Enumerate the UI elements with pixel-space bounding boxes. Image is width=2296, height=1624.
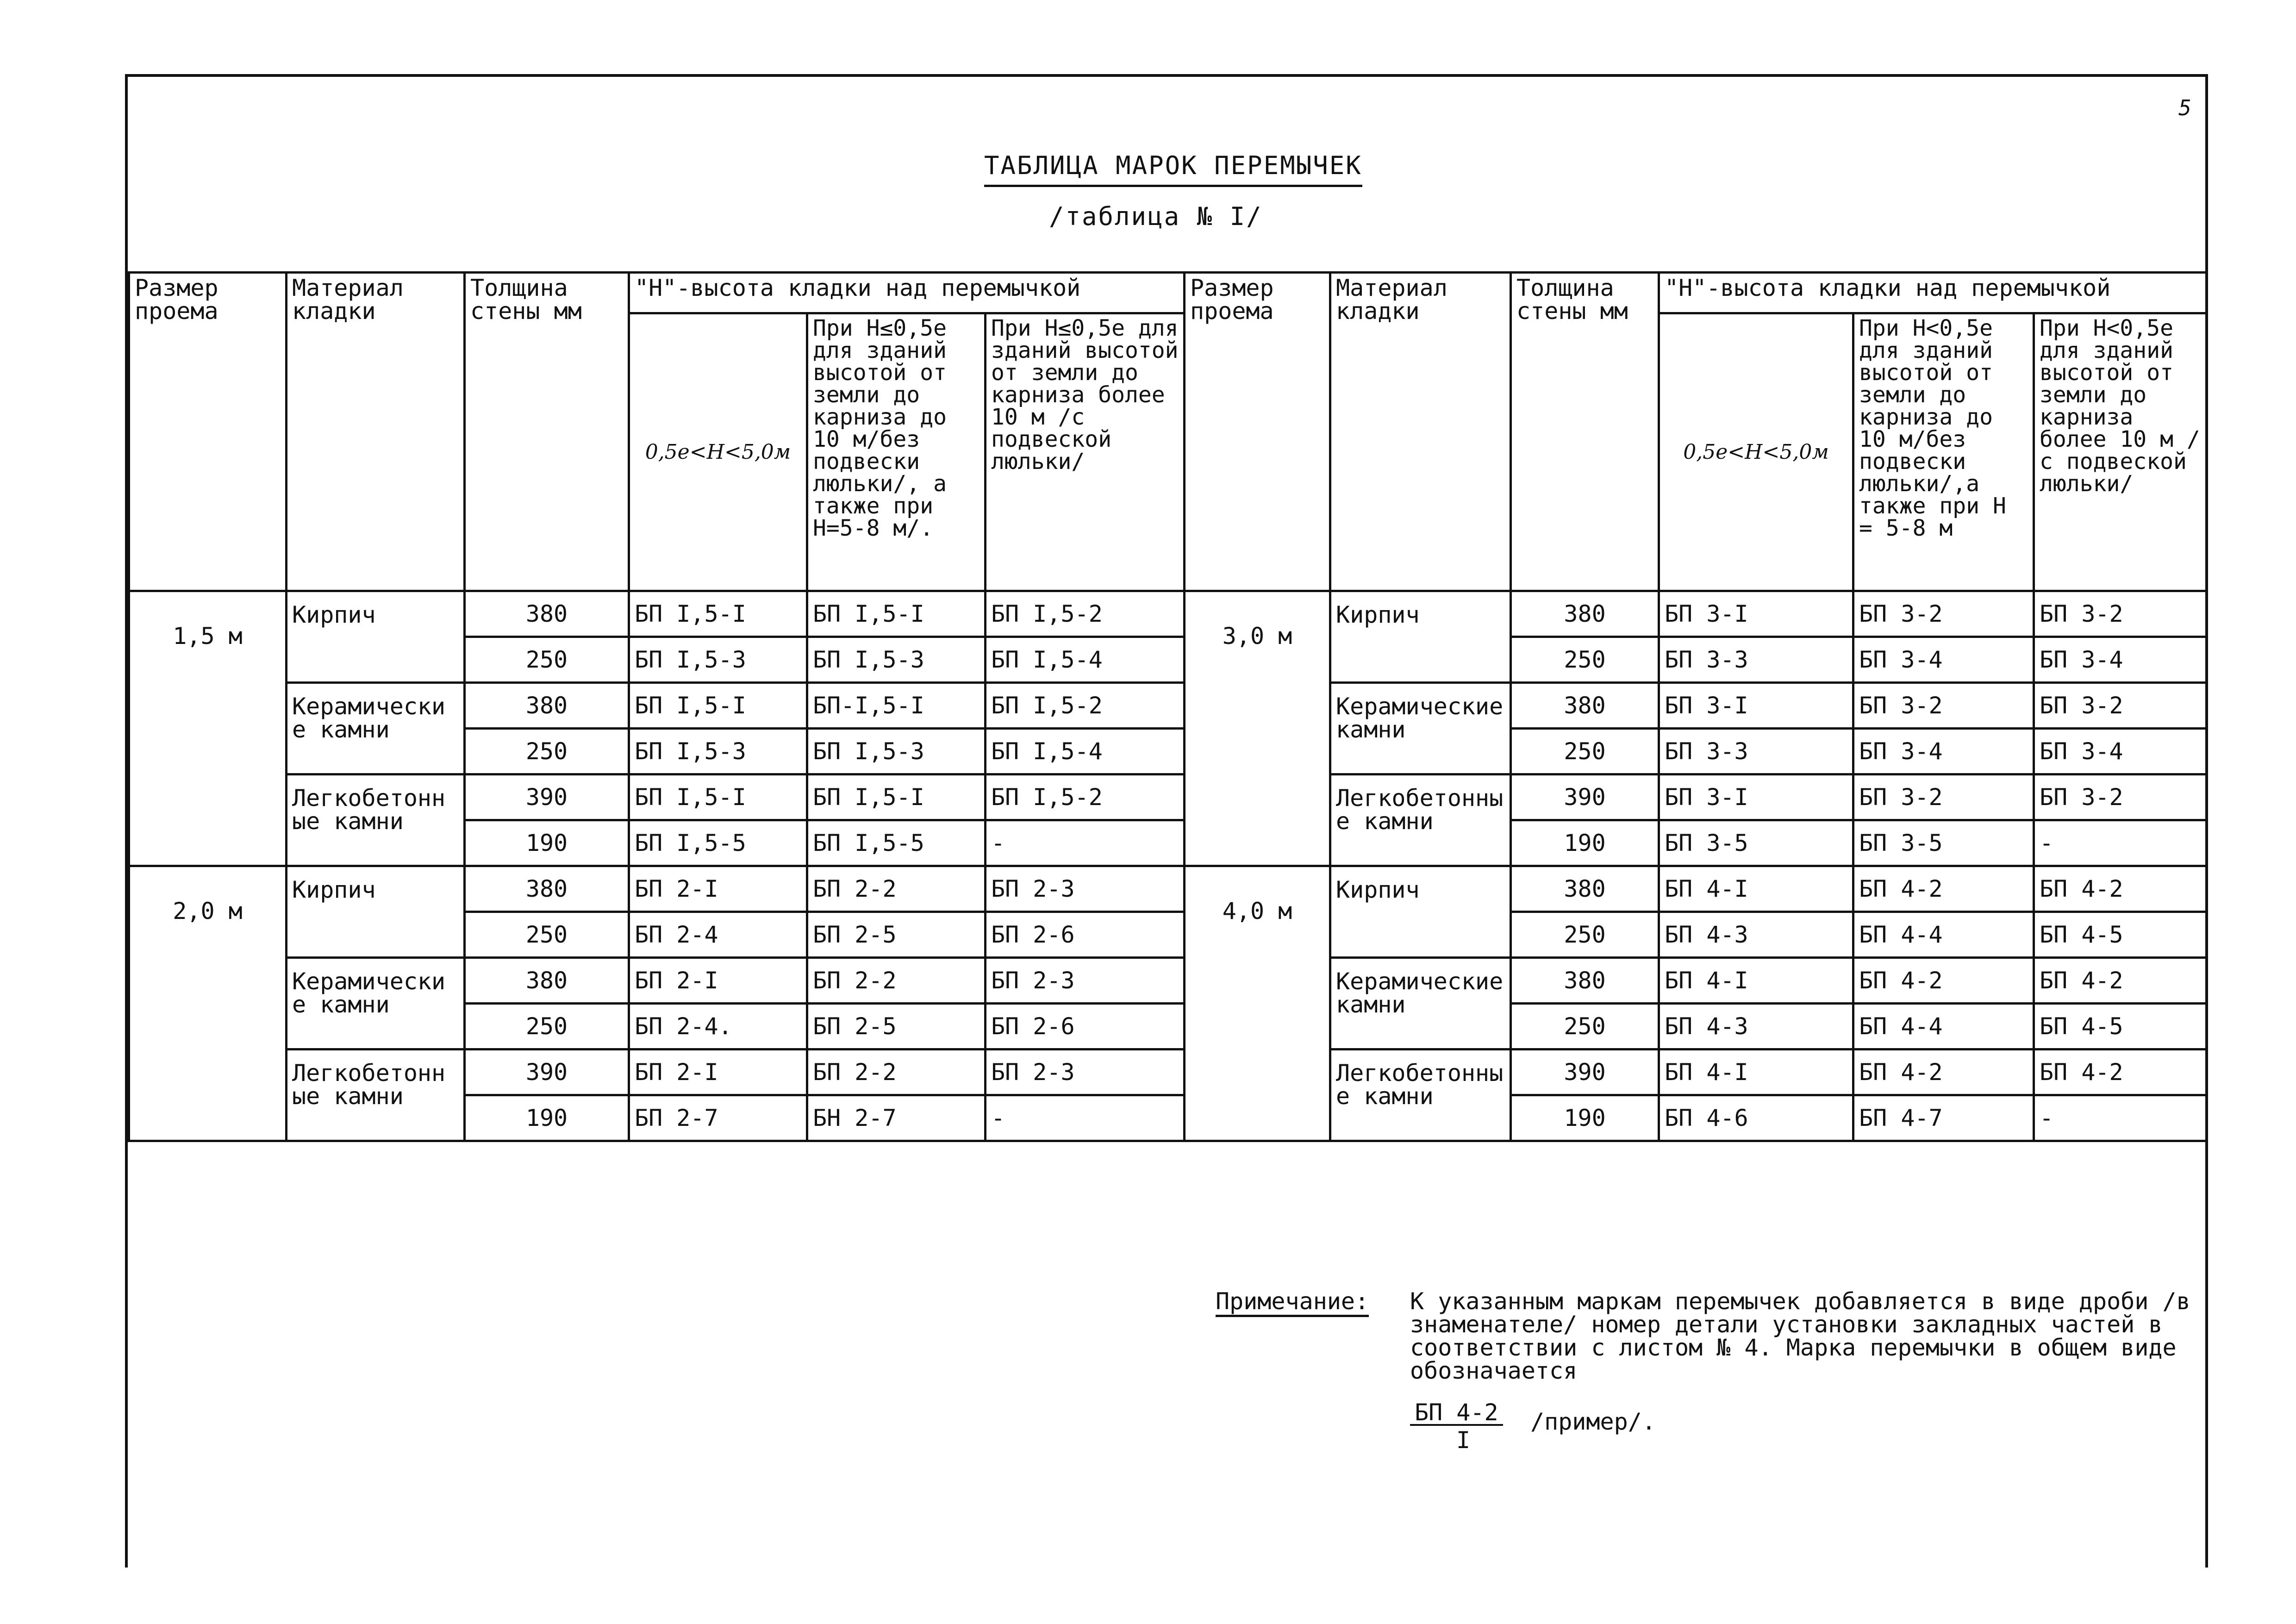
document-title: ТАБЛИЦА МАРОК ПЕРЕМЫЧЕК: [984, 151, 1362, 187]
mark-col-c: БП 4-2: [2034, 1049, 2207, 1095]
mark-col-b: БП-I,5-I: [807, 683, 986, 729]
mark-col-c: БП I,5-4: [986, 637, 1185, 683]
wall-thickness: 250: [1511, 912, 1659, 958]
lintel-marks-table: [128, 271, 2208, 1142]
mark-col-c: -: [986, 1095, 1185, 1141]
opening-size: 1,5 м: [129, 591, 287, 866]
masonry-material: Кирпич: [287, 866, 465, 958]
opening-size: 2,0 м: [129, 866, 287, 1141]
mark-col-b: БП 3-2: [1853, 775, 2034, 820]
mark-col-b: БП 3-2: [1853, 591, 2034, 637]
table-body: [129, 591, 2207, 1141]
mark-col-b: БП I,5-I: [807, 775, 986, 820]
wall-thickness: 250: [1511, 1004, 1659, 1049]
example-denominator: I: [1456, 1427, 1471, 1454]
header-material-right: Материал кладки: [1330, 273, 1511, 591]
mark-col-c: БП 2-6: [986, 912, 1185, 958]
page-number: 5: [2178, 95, 2191, 120]
mark-col-a: БП 3-5: [1659, 820, 1853, 866]
table-row: [129, 683, 2207, 729]
mark-col-c: БП 2-6: [986, 1004, 1185, 1049]
mark-col-b: БП 3-4: [1853, 729, 2034, 775]
document-subtitle: /таблица № I/: [1049, 202, 1263, 231]
masonry-material: Кирпич: [287, 591, 465, 683]
mark-col-a: БП 2-4.: [629, 1004, 807, 1049]
mark-col-c: -: [2034, 820, 2207, 866]
mark-col-b: БП 2-2: [807, 958, 986, 1004]
note-label: Примечание:: [1216, 1290, 1369, 1317]
header-size-left: Размер проема: [129, 273, 287, 591]
header-col-b-left: При Н≤0,5е для зданий высотой от земли до карниза до 10 м/без подвески люльки/, а также при Н=5-8 м/.: [807, 313, 986, 591]
masonry-material: Легкобетонные камни: [287, 1049, 465, 1141]
header-col-c-right: При Н<0,5е для зданий высотой от земли до карниза более 10 м /с подвеской люльки/: [2034, 313, 2207, 591]
mark-col-b: БП I,5-5: [807, 820, 986, 866]
mark-col-a: БП 4-I: [1659, 958, 1853, 1004]
mark-col-b: БП I,5-3: [807, 729, 986, 775]
mark-col-b: БП 4-2: [1853, 866, 2034, 912]
mark-col-b: БП 2-2: [807, 1049, 986, 1095]
mark-col-c: БП 4-2: [2034, 958, 2207, 1004]
mark-col-a: БП 3-I: [1659, 775, 1853, 820]
header-height-group-right: "Н"-высота кладки над перемычкой: [1659, 273, 2207, 313]
mark-col-b: БП 3-5: [1853, 820, 2034, 866]
wall-thickness: 250: [465, 912, 629, 958]
mark-col-b: БП 2-5: [807, 912, 986, 958]
wall-thickness: 390: [465, 775, 629, 820]
mark-col-b: БП 2-5: [807, 1004, 986, 1049]
wall-thickness: 190: [465, 820, 629, 866]
wall-thickness: 390: [1511, 775, 1659, 820]
table-row: [129, 1049, 2207, 1095]
wall-thickness: 380: [465, 958, 629, 1004]
mark-col-c: БП 2-3: [986, 1049, 1185, 1095]
example-numerator: БП 4-2: [1410, 1401, 1503, 1426]
opening-size: 4,0 м: [1185, 866, 1330, 1141]
mark-col-c: БП 3-4: [2034, 637, 2207, 683]
mark-col-a: БП 4-3: [1659, 912, 1853, 958]
masonry-material: Керамические камни: [287, 958, 465, 1049]
mark-col-c: БП I,5-2: [986, 775, 1185, 820]
mark-col-b: БП I,5-I: [807, 591, 986, 637]
table-row: [129, 958, 2207, 1004]
mark-col-b: БП 2-2: [807, 866, 986, 912]
header-size-right: Размер проема: [1185, 273, 1330, 591]
header-material-left: Материал кладки: [287, 273, 465, 591]
table-row: [129, 591, 2207, 637]
mark-col-a: БП 2-4: [629, 912, 807, 958]
masonry-material: Легкобетонные камни: [287, 775, 465, 866]
mark-col-b: БП 4-4: [1853, 1004, 2034, 1049]
wall-thickness: 380: [465, 683, 629, 729]
mark-col-a: БП 4-3: [1659, 1004, 1853, 1049]
mark-col-a: БП I,5-5: [629, 820, 807, 866]
header-thickness-left: Толщина стены мм: [465, 273, 629, 591]
mark-col-a: БП I,5-I: [629, 591, 807, 637]
mark-col-c: БП 3-2: [2034, 775, 2207, 820]
mark-col-b: БП 3-4: [1853, 637, 2034, 683]
mark-col-c: БП 3-2: [2034, 683, 2207, 729]
mark-col-a: БП 3-3: [1659, 729, 1853, 775]
mark-col-c: БП 3-2: [2034, 591, 2207, 637]
table-row: [129, 775, 2207, 820]
mark-col-b: БП I,5-3: [807, 637, 986, 683]
header-thickness-right: Толщина стены мм: [1511, 273, 1659, 591]
header-col-b-right: При Н<0,5е для зданий высотой от земли до карниза до 10 м/без подвески люльки/,а также при Н = 5-8 м: [1853, 313, 2034, 591]
wall-thickness: 250: [465, 729, 629, 775]
opening-size: 3,0 м: [1185, 591, 1330, 866]
masonry-material: Керамические камни: [287, 683, 465, 775]
masonry-material: Керамические камни: [1330, 958, 1511, 1049]
mark-col-a: БП 3-I: [1659, 591, 1853, 637]
mark-col-c: БП I,5-2: [986, 591, 1185, 637]
wall-thickness: 380: [1511, 591, 1659, 637]
mark-col-a: БП 2-I: [629, 866, 807, 912]
mark-col-b: БП 4-4: [1853, 912, 2034, 958]
mark-col-c: БП 4-5: [2034, 1004, 2207, 1049]
wall-thickness: 380: [465, 591, 629, 637]
mark-col-a: БП 2-7: [629, 1095, 807, 1141]
masonry-material: Керамические камни: [1330, 683, 1511, 775]
mark-col-b: БП 3-2: [1853, 683, 2034, 729]
note-example: [1410, 1399, 1656, 1454]
wall-thickness: 190: [465, 1095, 629, 1141]
mark-col-c: БП 2-3: [986, 958, 1185, 1004]
wall-thickness: 250: [1511, 637, 1659, 683]
mark-col-c: БП I,5-4: [986, 729, 1185, 775]
mark-col-a: БП 4-I: [1659, 866, 1853, 912]
mark-col-a: БП 3-3: [1659, 637, 1853, 683]
masonry-material: Легкобетонные камни: [1330, 775, 1511, 866]
header-col-a-right: 0,5е<Н<5,0м: [1659, 313, 1853, 591]
mark-col-c: БП 4-2: [2034, 866, 2207, 912]
masonry-material: Легкобетонные камни: [1330, 1049, 1511, 1141]
wall-thickness: 380: [1511, 866, 1659, 912]
mark-col-a: БП I,5-I: [629, 683, 807, 729]
mark-col-a: БП 2-I: [629, 1049, 807, 1095]
mark-col-a: БП 3-I: [1659, 683, 1853, 729]
mark-col-b: БП 4-2: [1853, 1049, 2034, 1095]
mark-col-c: БП 3-4: [2034, 729, 2207, 775]
mark-col-b: БП 4-7: [1853, 1095, 2034, 1141]
wall-thickness: 250: [465, 637, 629, 683]
wall-thickness: 190: [1511, 820, 1659, 866]
mark-col-c: -: [2034, 1095, 2207, 1141]
mark-col-b: БП 4-2: [1853, 958, 2034, 1004]
masonry-material: Кирпич: [1330, 866, 1511, 958]
mark-col-a: БП 4-6: [1659, 1095, 1853, 1141]
masonry-material: Кирпич: [1330, 591, 1511, 683]
mark-col-a: БП I,5-I: [629, 775, 807, 820]
mark-col-c: БП I,5-2: [986, 683, 1185, 729]
mark-col-c: БП 4-5: [2034, 912, 2207, 958]
wall-thickness: 380: [465, 866, 629, 912]
mark-col-a: БП 2-I: [629, 958, 807, 1004]
header-height-group-left: "Н"-высота кладки над перемычкой: [629, 273, 1185, 313]
note-text: К указанным маркам перемычек добавляется в виде дроби /в знаменателе/ номер детали установки закладных частей в соответствии с листом № 4. Марка перемычки в общем виде обозначается: [1410, 1288, 2190, 1384]
wall-thickness: 390: [1511, 1049, 1659, 1095]
mark-col-c: -: [986, 820, 1185, 866]
wall-thickness: 190: [1511, 1095, 1659, 1141]
mark-col-a: БП I,5-3: [629, 729, 807, 775]
wall-thickness: 390: [465, 1049, 629, 1095]
wall-thickness: 380: [1511, 958, 1659, 1004]
mark-col-b: БН 2-7: [807, 1095, 986, 1141]
header-col-a-left: 0,5е<Н<5,0м: [629, 313, 807, 591]
mark-col-c: БП 2-3: [986, 866, 1185, 912]
wall-thickness: 250: [465, 1004, 629, 1049]
header-col-c-left: При Н≤0,5е для зданий высотой от земли до карниза более 10 м /с подвеской люльки/: [986, 313, 1185, 591]
wall-thickness: 380: [1511, 683, 1659, 729]
table-row: [129, 866, 2207, 912]
wall-thickness: 250: [1511, 729, 1659, 775]
example-suffix: /пример/.: [1530, 1408, 1656, 1435]
mark-col-a: БП I,5-3: [629, 637, 807, 683]
document-sheet: [125, 74, 2208, 1568]
mark-col-a: БП 4-I: [1659, 1049, 1853, 1095]
